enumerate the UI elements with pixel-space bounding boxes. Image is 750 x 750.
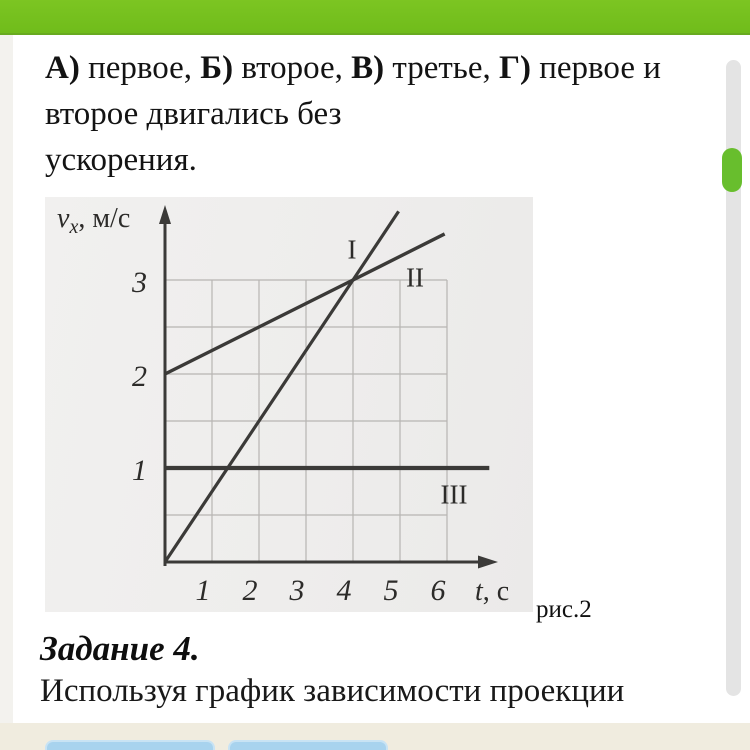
- figure-caption: рис.2: [536, 596, 592, 623]
- left-gutter: [0, 35, 13, 723]
- y-axis-arrow: [159, 205, 171, 224]
- task-intro-text: Используя график зависимости проекции: [40, 673, 625, 709]
- x-tick-2: 2: [242, 574, 258, 607]
- footer-button-2[interactable]: [228, 740, 388, 750]
- y-axis-label: $v_x$, м/с: [57, 203, 131, 238]
- x-tick-6: 6: [430, 574, 446, 607]
- x-tick-4: 4: [336, 574, 352, 607]
- y-tick-1: 1: [132, 454, 147, 487]
- x-axis-label: t, с: [475, 576, 510, 607]
- scrollbar-thumb[interactable]: [722, 148, 742, 192]
- y-tick-3: 3: [132, 266, 147, 299]
- option-g-text: первое и: [531, 50, 661, 86]
- question-text-line2: второе двигались без: [45, 96, 342, 132]
- top-green-bar: [0, 0, 750, 35]
- series-label-I: I: [347, 234, 357, 265]
- option-b-text: второе,: [233, 50, 352, 86]
- velocity-time-graph-image: [45, 197, 533, 612]
- option-v-label: В): [351, 50, 385, 86]
- question-text-line3: ускорения.: [45, 142, 197, 178]
- footer-button-1[interactable]: [45, 740, 215, 750]
- y-tick-2: 2: [132, 360, 147, 393]
- option-a-text: первое,: [79, 50, 201, 86]
- series-I: [165, 211, 399, 562]
- x-tick-3: 3: [289, 574, 305, 607]
- series-label-II: II: [406, 262, 425, 293]
- option-b-label: Б): [200, 50, 234, 86]
- x-tick-5: 5: [383, 574, 399, 607]
- series-label-III: III: [440, 479, 468, 510]
- option-v-text: третье,: [384, 50, 499, 86]
- option-g-label: Г): [499, 50, 531, 86]
- footer-bar: [0, 723, 750, 750]
- option-a-label: А): [45, 50, 80, 86]
- x-axis-arrow: [478, 556, 498, 569]
- answer-options-line: [45, 49, 661, 87]
- velocity-time-chart: [45, 197, 533, 612]
- x-tick-1: 1: [195, 574, 211, 607]
- task-heading: Задание 4.: [40, 629, 200, 668]
